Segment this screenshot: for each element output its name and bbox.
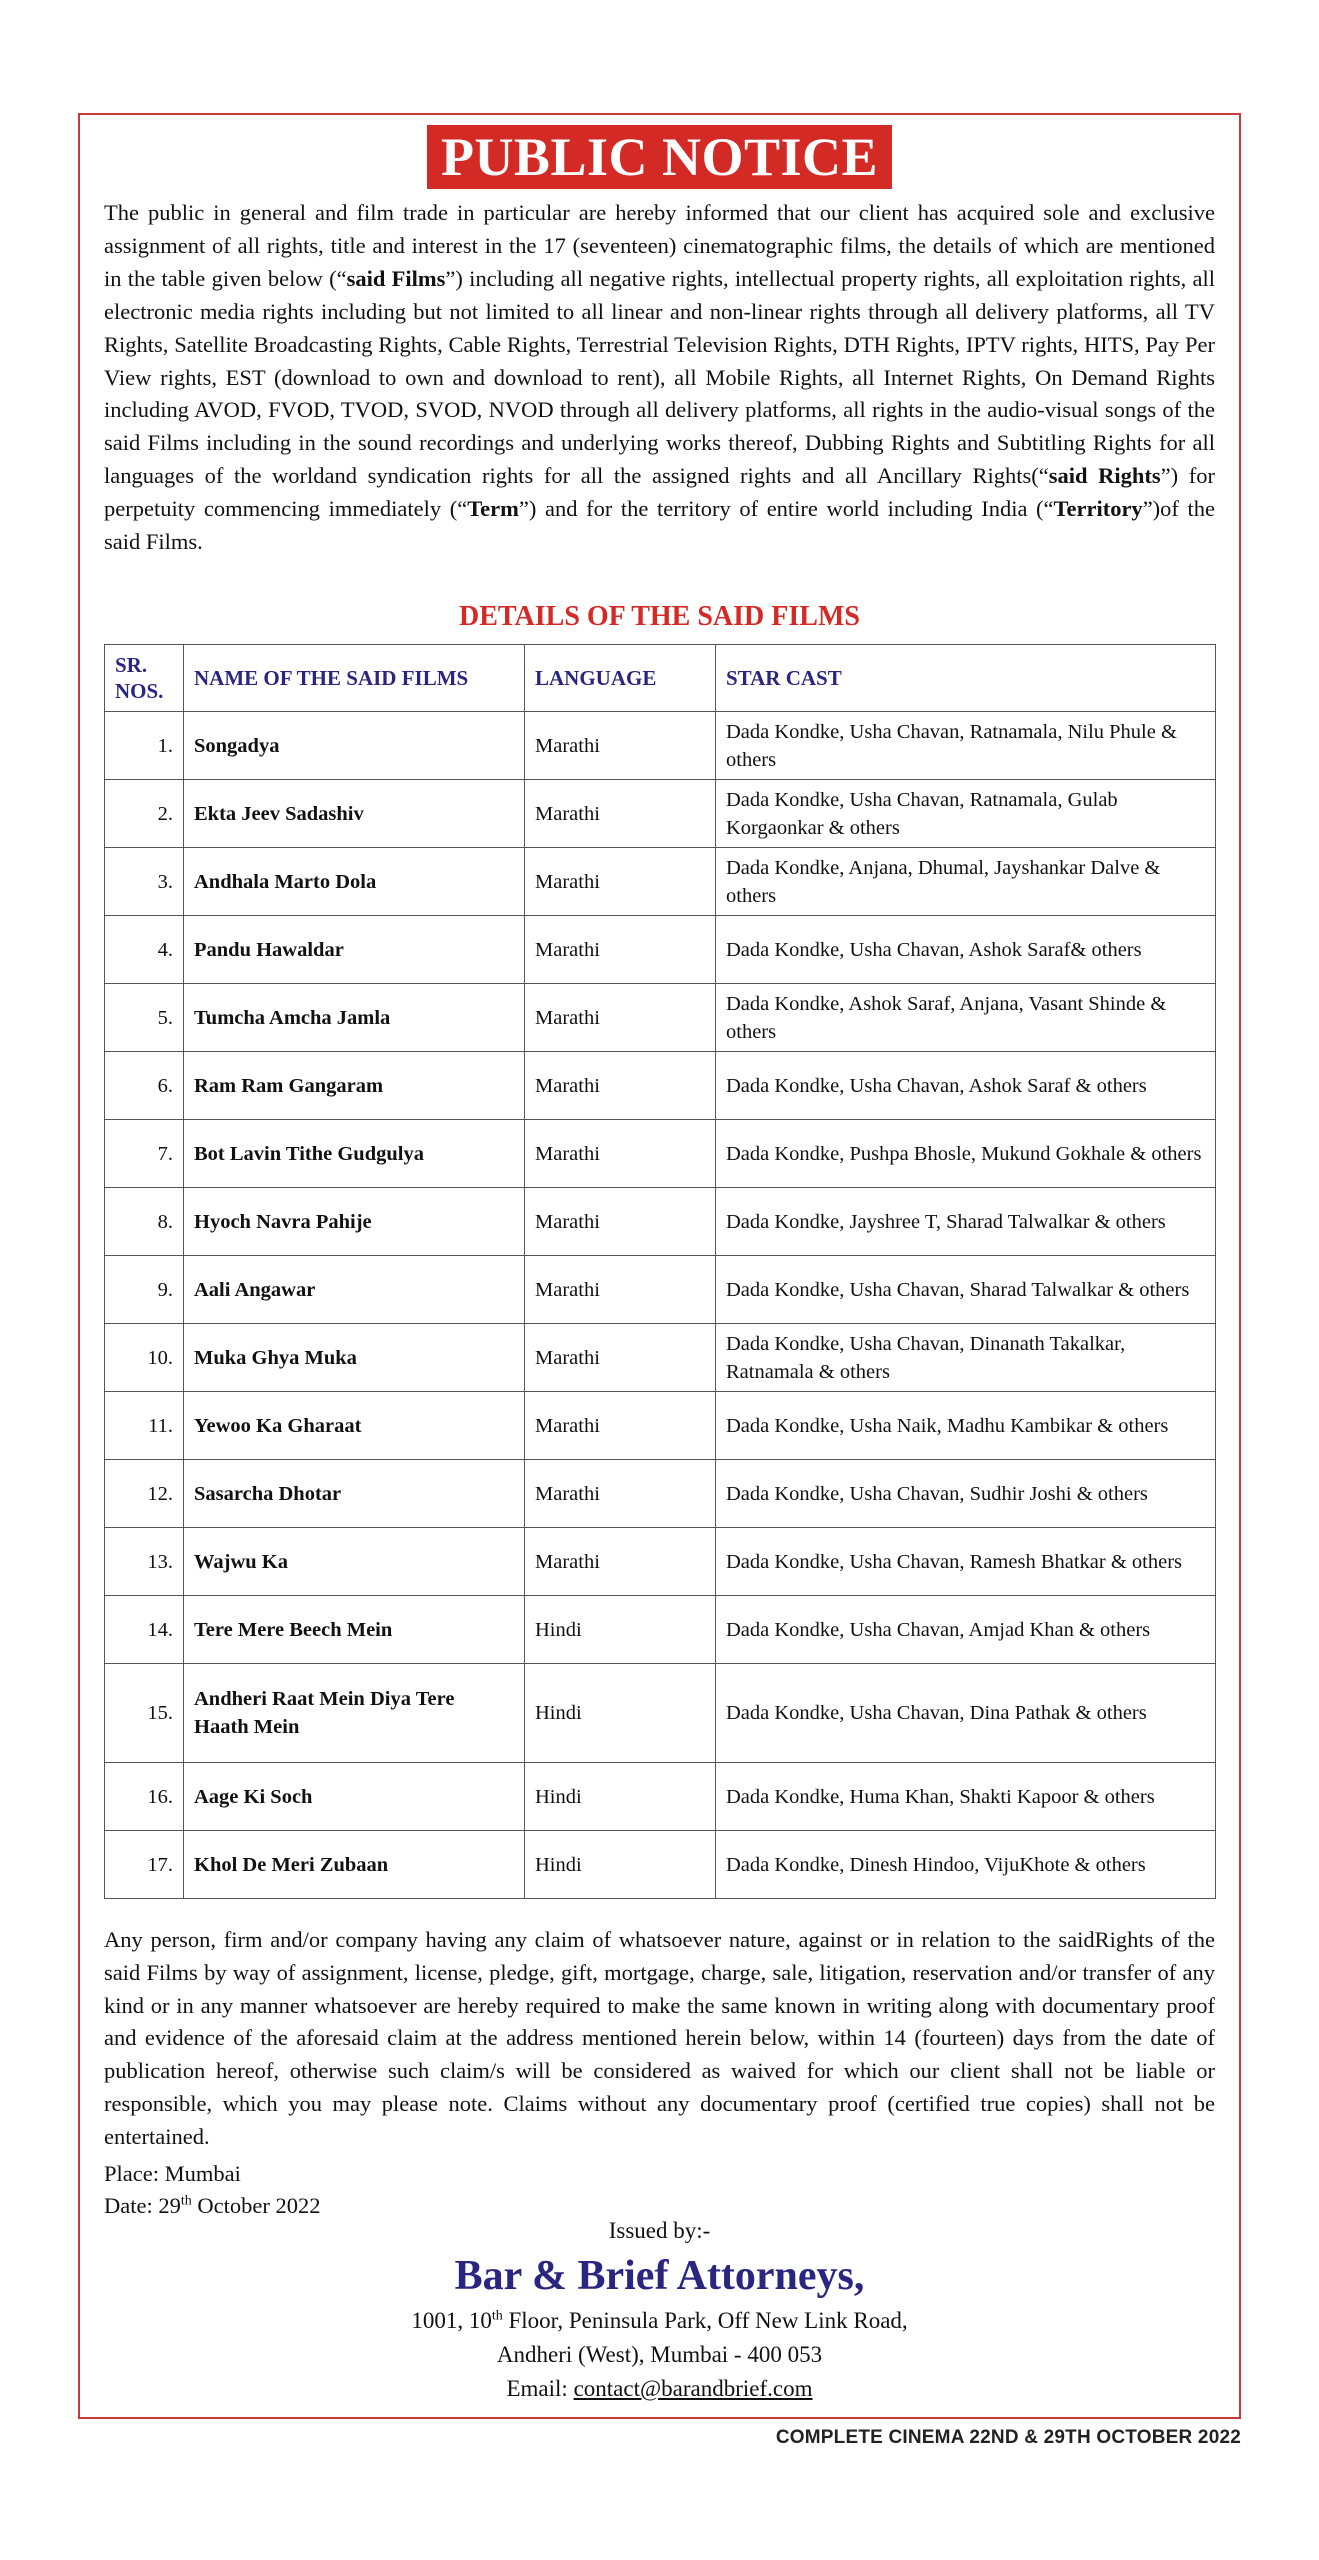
- cell-film-name: Aali Angawar: [184, 1256, 525, 1324]
- cell-film-name: Bot Lavin Tithe Gudgulya: [184, 1120, 525, 1188]
- cell-film-name: Khol De Meri Zubaan: [184, 1831, 525, 1899]
- cell-sr: 9.: [105, 1256, 184, 1324]
- cell-language: Hindi: [525, 1664, 716, 1763]
- cell-star-cast: Dada Kondke, Usha Chavan, Dina Pathak & others: [716, 1664, 1216, 1763]
- cell-star-cast: Dada Kondke, Usha Chavan, Dinanath Takalkar, Ratnamala & others: [716, 1324, 1216, 1392]
- header-name: NAME OF THE SAID FILMS: [184, 645, 525, 712]
- intro-bold-term: Term: [467, 496, 519, 522]
- cell-sr: 8.: [105, 1188, 184, 1256]
- intro-paragraph: [104, 197, 1215, 559]
- cell-language: Marathi: [525, 1120, 716, 1188]
- table-row: [105, 1256, 1216, 1324]
- cell-film-name: Aage Ki Soch: [184, 1763, 525, 1831]
- intro-text: The public in general and film trade in particular are hereby informed that our client has acquired sole and exclusive assignment of all rights, title and interest in the 17 (seventeen) cinematographic films, the details of which are mentioned in the table given below (“: [104, 200, 1215, 291]
- table-row: [105, 1052, 1216, 1120]
- firm-address: [80, 2304, 1239, 2406]
- cell-film-name: Tere Mere Beech Mein: [184, 1596, 525, 1664]
- cell-film-name: Andhala Marto Dola: [184, 848, 525, 916]
- cell-language: Hindi: [525, 1596, 716, 1664]
- table-row: [105, 916, 1216, 984]
- table-row: [105, 712, 1216, 780]
- cell-film-name: Wajwu Ka: [184, 1528, 525, 1596]
- table-row: [105, 1664, 1216, 1763]
- table-row: [105, 1120, 1216, 1188]
- cell-star-cast: Dada Kondke, Dinesh Hindoo, VijuKhote & others: [716, 1831, 1216, 1899]
- cell-sr: 10.: [105, 1324, 184, 1392]
- cell-star-cast: Dada Kondke, Usha Chavan, Amjad Khan & others: [716, 1596, 1216, 1664]
- cell-language: Marathi: [525, 780, 716, 848]
- cell-film-name: Andheri Raat Mein Diya Tere Haath Mein: [184, 1664, 525, 1763]
- intro-bold-said-rights: said Rights: [1048, 463, 1161, 489]
- intro-text: ”) for perpetuity commencing immediately (“: [104, 463, 1215, 522]
- cell-film-name: Yewoo Ka Gharaat: [184, 1392, 525, 1460]
- table-row: [105, 1528, 1216, 1596]
- cell-language: Hindi: [525, 1763, 716, 1831]
- cell-language: Marathi: [525, 1460, 716, 1528]
- cell-star-cast: Dada Kondke, Usha Naik, Madhu Kambikar & others: [716, 1392, 1216, 1460]
- cell-language: Hindi: [525, 1831, 716, 1899]
- cell-language: Marathi: [525, 1188, 716, 1256]
- issued-by: Issued by:-: [608, 2218, 711, 2243]
- header-star-cast: STAR CAST: [716, 645, 1216, 712]
- cell-star-cast: Dada Kondke, Usha Chavan, Sudhir Joshi & others: [716, 1460, 1216, 1528]
- cell-film-name: Songadya: [184, 712, 525, 780]
- firm-name: Bar & Brief Attorneys,: [454, 2253, 865, 2299]
- header-sr: SR. NOS.: [105, 645, 184, 712]
- page-title: PUBLIC NOTICE: [427, 125, 892, 189]
- place-date-block: [104, 2158, 320, 2222]
- address1-prefix: 1001, 10: [411, 2308, 492, 2333]
- cell-sr: 2.: [105, 780, 184, 848]
- table-row: [105, 848, 1216, 916]
- cell-film-name: Sasarcha Dhotar: [184, 1460, 525, 1528]
- cell-film-name: Ram Ram Gangaram: [184, 1052, 525, 1120]
- cell-language: Marathi: [525, 1528, 716, 1596]
- email-link[interactable]: contact@barandbrief.com: [573, 2376, 813, 2401]
- cell-star-cast: Dada Kondke, Anjana, Dhumal, Jayshankar Dalve & others: [716, 848, 1216, 916]
- cell-star-cast: Dada Kondke, Usha Chavan, Ashok Saraf& others: [716, 916, 1216, 984]
- cell-sr: 12.: [105, 1460, 184, 1528]
- cell-sr: 3.: [105, 848, 184, 916]
- cell-star-cast: Dada Kondke, Usha Chavan, Ratnamala, Gulab Korgaonkar & others: [716, 780, 1216, 848]
- cell-film-name: Ekta Jeev Sadashiv: [184, 780, 525, 848]
- table-row: [105, 984, 1216, 1052]
- cell-sr: 4.: [105, 916, 184, 984]
- table-row: [105, 1188, 1216, 1256]
- date-prefix: Date: 29: [104, 2193, 181, 2218]
- address-line-1: [80, 2304, 1239, 2338]
- cell-sr: 1.: [105, 712, 184, 780]
- header-language: LANGUAGE: [525, 645, 716, 712]
- cell-language: Marathi: [525, 1256, 716, 1324]
- cell-sr: 13.: [105, 1528, 184, 1596]
- title-wrap: [80, 125, 1239, 189]
- table-row: [105, 1763, 1216, 1831]
- table-row: [105, 780, 1216, 848]
- cell-sr: 7.: [105, 1120, 184, 1188]
- cell-star-cast: Dada Kondke, Pushpa Bhosle, Mukund Gokhale & others: [716, 1120, 1216, 1188]
- cell-sr: 14.: [105, 1596, 184, 1664]
- table-row: [105, 1460, 1216, 1528]
- cell-star-cast: Dada Kondke, Usha Chavan, Ramesh Bhatkar & others: [716, 1528, 1216, 1596]
- table-header-row: [105, 645, 1216, 712]
- table-row: [105, 1392, 1216, 1460]
- films-table-body: [105, 712, 1216, 1899]
- intro-text: ”)of the said Films.: [104, 496, 1216, 555]
- cell-language: Marathi: [525, 712, 716, 780]
- date-sup: th: [180, 2193, 192, 2209]
- cell-star-cast: Dada Kondke, Ashok Saraf, Anjana, Vasant Shinde & others: [716, 984, 1216, 1052]
- cell-language: Marathi: [525, 916, 716, 984]
- address-line-2: Andheri (West), Mumbai - 400 053: [496, 2342, 823, 2367]
- notice-frame: [78, 113, 1241, 2419]
- cell-language: Marathi: [525, 1052, 716, 1120]
- claims-paragraph: Any person, firm and/or company having any claim of whatsoever nature, against or in relation to the saidRights of the said Films by way of assignment, license, pledge, gift, mortgage, charge, sale, litigation, reservation and/or transfer of any kind or in any manner whatsoever are hereby required to make the same known in writing along with documentary proof and evidence of the aforesaid claim at the address mentioned herein below, within 14 (fourteen) days from the date of publication hereof, otherwise such claim/s will be considered as waived for which our client shall not be liable or responsible, which you may please note. Claims without any documentary proof (certified true copies) shall not be entertained.: [104, 1927, 1215, 2149]
- intro-bold-territory: Territory: [1053, 496, 1143, 522]
- date-suffix: October 2022: [191, 2193, 321, 2218]
- email-label: Email:: [506, 2376, 574, 2401]
- cell-language: Marathi: [525, 848, 716, 916]
- cell-sr: 16.: [105, 1763, 184, 1831]
- cell-film-name: Tumcha Amcha Jamla: [184, 984, 525, 1052]
- address1-suffix: Floor, Peninsula Park, Off New Link Road,: [502, 2308, 908, 2333]
- cell-sr: 11.: [105, 1392, 184, 1460]
- cell-film-name: Pandu Hawaldar: [184, 916, 525, 984]
- cell-star-cast: Dada Kondke, Usha Chavan, Sharad Talwalkar & others: [716, 1256, 1216, 1324]
- cell-star-cast: Dada Kondke, Usha Chavan, Ashok Saraf & others: [716, 1052, 1216, 1120]
- section-heading: DETAILS OF THE SAID FILMS: [459, 601, 860, 632]
- cell-language: Marathi: [525, 1324, 716, 1392]
- cell-language: Marathi: [525, 984, 716, 1052]
- cell-sr: 17.: [105, 1831, 184, 1899]
- cell-star-cast: Dada Kondke, Jayshree T, Sharad Talwalkar & others: [716, 1188, 1216, 1256]
- table-row: [105, 1831, 1216, 1899]
- cell-film-name: Muka Ghya Muka: [184, 1324, 525, 1392]
- cell-sr: 6.: [105, 1052, 184, 1120]
- place-line: Place: Mumbai: [104, 2161, 241, 2186]
- cell-sr: 5.: [105, 984, 184, 1052]
- cell-language: Marathi: [525, 1392, 716, 1460]
- cell-film-name: Hyoch Navra Pahije: [184, 1188, 525, 1256]
- films-table: [104, 644, 1216, 1899]
- email-line: [80, 2372, 1239, 2406]
- intro-text: ”) including all negative rights, intellectual property rights, all exploitation rights, all electronic media rights including but not limited to all linear and non-linear rights through all delivery platforms, all TV Rights, Satellite Broadcasting Rights, Cable Rights, Terrestrial Television Rights, DTH Rights, IPTV rights, HITS, Pay Per View rights, EST (download to own and download to rent), all Mobile Rights, all Internet Rights, On Demand Rights including AVOD, FVOD, TVOD, SVOD, NVOD through all delivery platforms, all rights in the audio-visual songs of the said Films including in the sound recordings and underlying works thereof, Dubbing Rights and Subtitling Rights for all languages of the worldand syndication rights for all the assigned rights and all Ancillary Rights(“: [104, 265, 1215, 489]
- intro-text: ”) and for the territory of entire world including India (“: [518, 496, 1054, 522]
- cell-star-cast: Dada Kondke, Usha Chavan, Ratnamala, Nilu Phule & others: [716, 712, 1216, 780]
- table-row: [105, 1324, 1216, 1392]
- cell-star-cast: Dada Kondke, Huma Khan, Shakti Kapoor & others: [716, 1763, 1216, 1831]
- table-row: [105, 1596, 1216, 1664]
- address1-sup: th: [491, 2308, 503, 2324]
- intro-bold-said-films: said Films: [346, 265, 446, 291]
- cell-sr: 15.: [105, 1664, 184, 1763]
- publication-footer: COMPLETE CINEMA 22ND & 29TH OCTOBER 2022: [775, 2427, 1241, 2448]
